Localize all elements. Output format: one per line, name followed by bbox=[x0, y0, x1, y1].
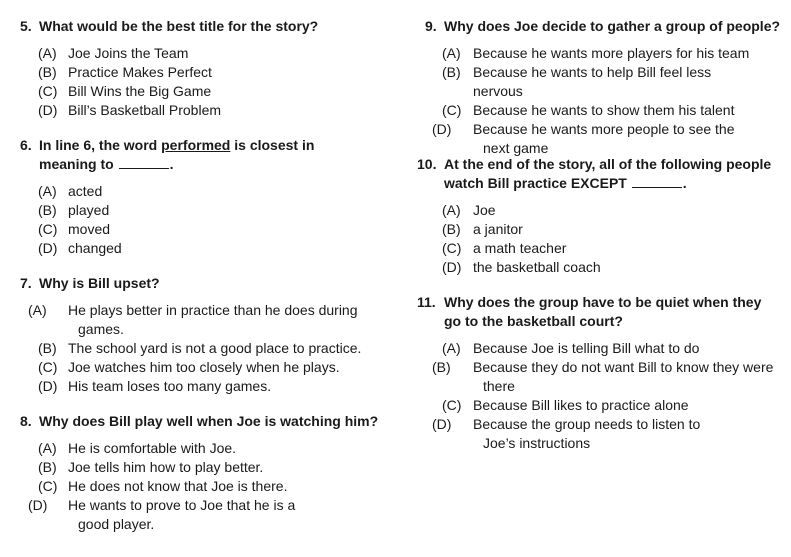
option-text: He plays better in practice than he does during games. bbox=[68, 302, 358, 337]
option-b[interactable] bbox=[38, 63, 395, 82]
option-letter: (B) bbox=[442, 64, 461, 80]
option-b[interactable] bbox=[442, 220, 791, 239]
stem-part: is closest in meaning to bbox=[39, 137, 315, 172]
option-d[interactable] bbox=[38, 377, 368, 396]
option-text: Because they do not want Bill to know they were there bbox=[473, 359, 774, 394]
option-a[interactable] bbox=[28, 301, 368, 339]
option-c[interactable] bbox=[442, 239, 791, 258]
option-text: Because the group needs to listen to Joe’s instructions bbox=[473, 416, 701, 451]
option-a[interactable] bbox=[38, 44, 395, 63]
answer-options bbox=[28, 439, 308, 534]
option-a[interactable] bbox=[38, 182, 395, 201]
option-letter: (D) bbox=[432, 121, 452, 137]
option-letter: (C) bbox=[38, 83, 58, 99]
option-letter: (B) bbox=[38, 202, 57, 218]
option-d[interactable] bbox=[432, 415, 713, 453]
answer-options bbox=[28, 301, 368, 396]
option-text: Bill Wins the Big Game bbox=[68, 83, 212, 99]
question-stem bbox=[400, 293, 764, 331]
option-letter: (B) bbox=[432, 359, 451, 375]
question-stem bbox=[400, 17, 791, 36]
option-letter: (D) bbox=[38, 240, 58, 256]
question-number: 5. bbox=[20, 18, 32, 34]
option-letter: (B) bbox=[38, 340, 57, 356]
option-text: moved bbox=[68, 221, 111, 237]
option-b[interactable] bbox=[38, 458, 308, 477]
option-letter: (C) bbox=[38, 221, 58, 237]
option-a[interactable] bbox=[442, 339, 782, 358]
option-text: Because Bill likes to practice alone bbox=[473, 397, 689, 413]
question-stem bbox=[0, 136, 329, 174]
option-b[interactable] bbox=[432, 358, 782, 396]
question-number: 6. bbox=[20, 137, 32, 153]
option-letter: (C) bbox=[38, 478, 58, 494]
option-text: Because he wants to help Bill feel less nervous bbox=[473, 64, 712, 99]
option-text: Bill’s Basketball Problem bbox=[68, 102, 222, 118]
stem-end: . bbox=[169, 156, 174, 172]
answer-options bbox=[442, 201, 791, 277]
option-letter: (A) bbox=[38, 440, 57, 456]
question-7 bbox=[0, 274, 395, 396]
option-a[interactable] bbox=[442, 201, 791, 220]
option-text: Because he wants more people to see the next game bbox=[473, 121, 735, 156]
option-letter: (A) bbox=[442, 202, 461, 218]
option-text: He is comfortable with Joe. bbox=[68, 440, 237, 456]
question-9 bbox=[400, 17, 791, 158]
question-6 bbox=[0, 136, 395, 258]
option-b[interactable] bbox=[38, 201, 395, 220]
question-text: What would be the best title for the story? bbox=[39, 18, 319, 34]
stem-part: In line 6, the word bbox=[39, 137, 162, 153]
answer-options bbox=[432, 44, 762, 158]
stem-part: At the end of the story, all of the following people watch Bill practice EXCEPT bbox=[444, 156, 772, 191]
option-c[interactable] bbox=[38, 477, 308, 496]
question-text: Why does Joe decide to gather a group of people? bbox=[444, 18, 781, 34]
option-letter: (D) bbox=[38, 102, 58, 118]
option-c[interactable] bbox=[442, 101, 762, 120]
question-text: Why does Bill play well when Joe is watching him? bbox=[39, 413, 379, 429]
option-text: played bbox=[68, 202, 110, 218]
question-number: 11. bbox=[417, 294, 436, 310]
option-letter: (A) bbox=[38, 45, 57, 61]
option-a[interactable] bbox=[38, 439, 308, 458]
option-text: Because Joe is telling Bill what to do bbox=[473, 340, 700, 356]
question-stem bbox=[0, 17, 395, 36]
option-c[interactable] bbox=[38, 82, 395, 101]
option-letter: (B) bbox=[442, 221, 461, 237]
option-text: Because he wants to show them his talent bbox=[473, 102, 735, 118]
option-letter: (D) bbox=[442, 259, 462, 275]
answer-blank bbox=[632, 174, 682, 188]
option-letter: (A) bbox=[38, 183, 57, 199]
question-number: 9. bbox=[425, 18, 437, 34]
option-letter: (B) bbox=[38, 459, 57, 475]
option-text: The school yard is not a good place to practice. bbox=[68, 340, 362, 356]
option-d[interactable] bbox=[432, 120, 762, 158]
question-text: Why is Bill upset? bbox=[39, 275, 160, 291]
option-letter: (A) bbox=[28, 302, 47, 318]
option-text: Practice Makes Perfect bbox=[68, 64, 212, 80]
option-text: Joe Joins the Team bbox=[68, 45, 189, 61]
option-letter: (C) bbox=[442, 102, 462, 118]
option-d[interactable] bbox=[38, 101, 395, 120]
question-text: Why does the group have to be quiet when they go to the basketball court? bbox=[444, 294, 762, 329]
answer-blank bbox=[119, 155, 169, 169]
option-letter: (C) bbox=[38, 359, 58, 375]
question-text bbox=[39, 136, 329, 174]
option-text: His team loses too many games. bbox=[68, 378, 272, 394]
option-text: the basketball coach bbox=[473, 259, 601, 275]
stem-end: . bbox=[682, 175, 687, 191]
option-text: changed bbox=[68, 240, 122, 256]
option-text: Joe tells him how to play better. bbox=[68, 459, 264, 475]
question-stem bbox=[400, 155, 774, 193]
answer-options bbox=[38, 182, 395, 258]
option-letter: (D) bbox=[38, 378, 58, 394]
option-letter: (A) bbox=[442, 340, 461, 356]
option-d[interactable] bbox=[38, 239, 395, 258]
option-letter: (B) bbox=[38, 64, 57, 80]
option-letter: (D) bbox=[432, 416, 452, 432]
answer-options bbox=[38, 44, 395, 120]
question-10 bbox=[400, 155, 791, 277]
option-text: He does not know that Joe is there. bbox=[68, 478, 288, 494]
option-text: acted bbox=[68, 183, 103, 199]
answer-options bbox=[432, 339, 782, 453]
underlined-word: performed bbox=[161, 137, 231, 153]
question-8 bbox=[0, 412, 395, 534]
option-text: a janitor bbox=[473, 221, 523, 237]
option-letter: (A) bbox=[442, 45, 461, 61]
option-text: He wants to prove to Joe that he is a good player. bbox=[68, 497, 296, 532]
option-d[interactable] bbox=[442, 258, 791, 277]
option-text: a math teacher bbox=[473, 240, 567, 256]
option-b[interactable] bbox=[38, 339, 368, 358]
option-c[interactable] bbox=[442, 396, 782, 415]
question-5 bbox=[0, 17, 395, 120]
question-11 bbox=[400, 293, 791, 453]
question-stem bbox=[0, 412, 395, 431]
question-number: 7. bbox=[20, 275, 32, 291]
option-b[interactable] bbox=[442, 63, 762, 101]
question-number: 10. bbox=[417, 156, 437, 172]
question-stem bbox=[0, 274, 395, 293]
question-number: 8. bbox=[20, 413, 32, 429]
option-d[interactable] bbox=[28, 496, 308, 534]
option-text: Joe watches him too closely when he plays. bbox=[68, 359, 340, 375]
option-a[interactable] bbox=[442, 44, 762, 63]
option-text: Because he wants more players for his team bbox=[473, 45, 750, 61]
question-text bbox=[444, 155, 774, 193]
option-c[interactable] bbox=[38, 358, 368, 377]
option-letter: (D) bbox=[28, 497, 48, 513]
option-letter: (C) bbox=[442, 397, 462, 413]
option-letter: (C) bbox=[442, 240, 462, 256]
option-c[interactable] bbox=[38, 220, 395, 239]
option-text: Joe bbox=[473, 202, 496, 218]
